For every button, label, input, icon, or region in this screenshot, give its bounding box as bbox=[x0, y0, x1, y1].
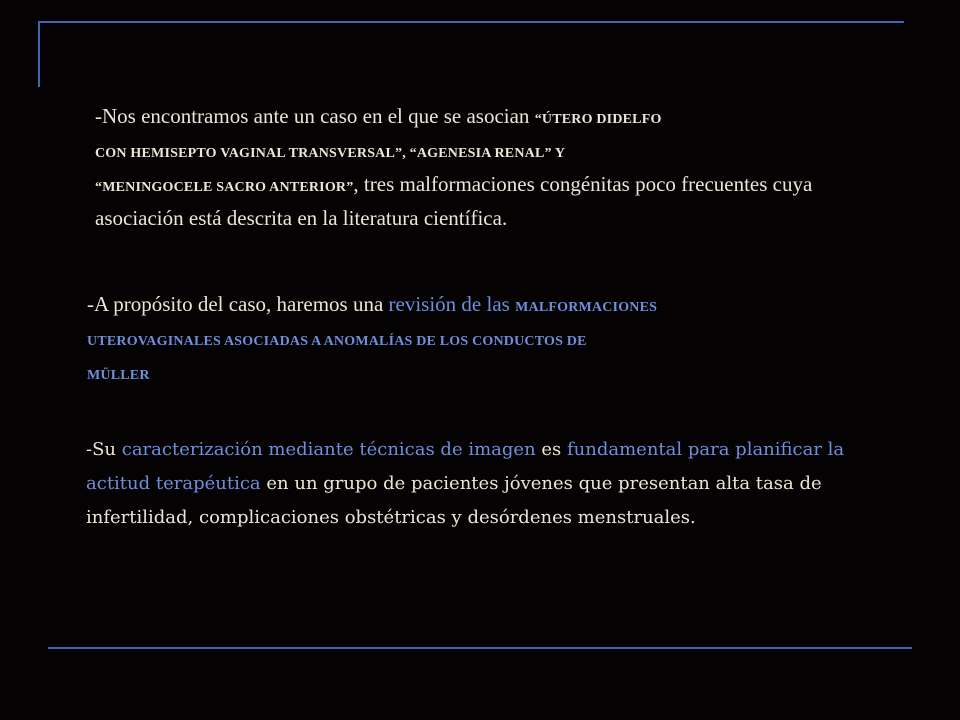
p2-caps-line1: MALFORMACIONES bbox=[515, 300, 658, 315]
p2-caps-line3: MÜLLER bbox=[87, 368, 150, 383]
paragraph-characterization bbox=[86, 432, 886, 534]
p1-caps-line2: CON HEMISEPTO VAGINAL TRANSVERSAL”, “AGENESIA RENAL” Y bbox=[95, 146, 566, 161]
p3-text-2: en un grupo de pacientes jóvenes que presentan alta tasa de infertilidad, complicaciones obstétricas y desórdenes menstruales. bbox=[86, 473, 822, 528]
p1-caps-line1: “ÚTERO DIDELFO bbox=[534, 112, 662, 127]
p1-tail: , tres malformaciones congénitas poco frecuentes cuya asociación está descrita en la literatura científica. bbox=[95, 172, 813, 230]
p2-highlight: revisión de las bbox=[388, 292, 516, 316]
p3-text-1: es bbox=[535, 439, 567, 460]
p1-intro: -Nos encontramos ante un caso en el que se asocian bbox=[95, 104, 535, 128]
p1-caps-line3: “MENINGOCELE SACRO ANTERIOR” bbox=[95, 180, 354, 195]
p2-caps-line2: UTEROVAGINALES ASOCIADAS A ANOMALÍAS DE LOS CONDUCTOS DE bbox=[87, 334, 587, 349]
p3-dash: -Su bbox=[86, 439, 122, 460]
top-rule bbox=[40, 21, 904, 23]
p2-intro: -A propósito del caso, haremos una bbox=[87, 292, 389, 316]
left-rule bbox=[38, 21, 40, 87]
p3-highlight-2: fundamental para planificar la actitud terapéutica bbox=[86, 439, 845, 494]
paragraph-case-description bbox=[95, 101, 895, 233]
p3-highlight-1: caracterización mediante técnicas de imagen bbox=[121, 439, 536, 460]
bottom-rule bbox=[48, 647, 912, 649]
paragraph-review bbox=[87, 289, 877, 391]
